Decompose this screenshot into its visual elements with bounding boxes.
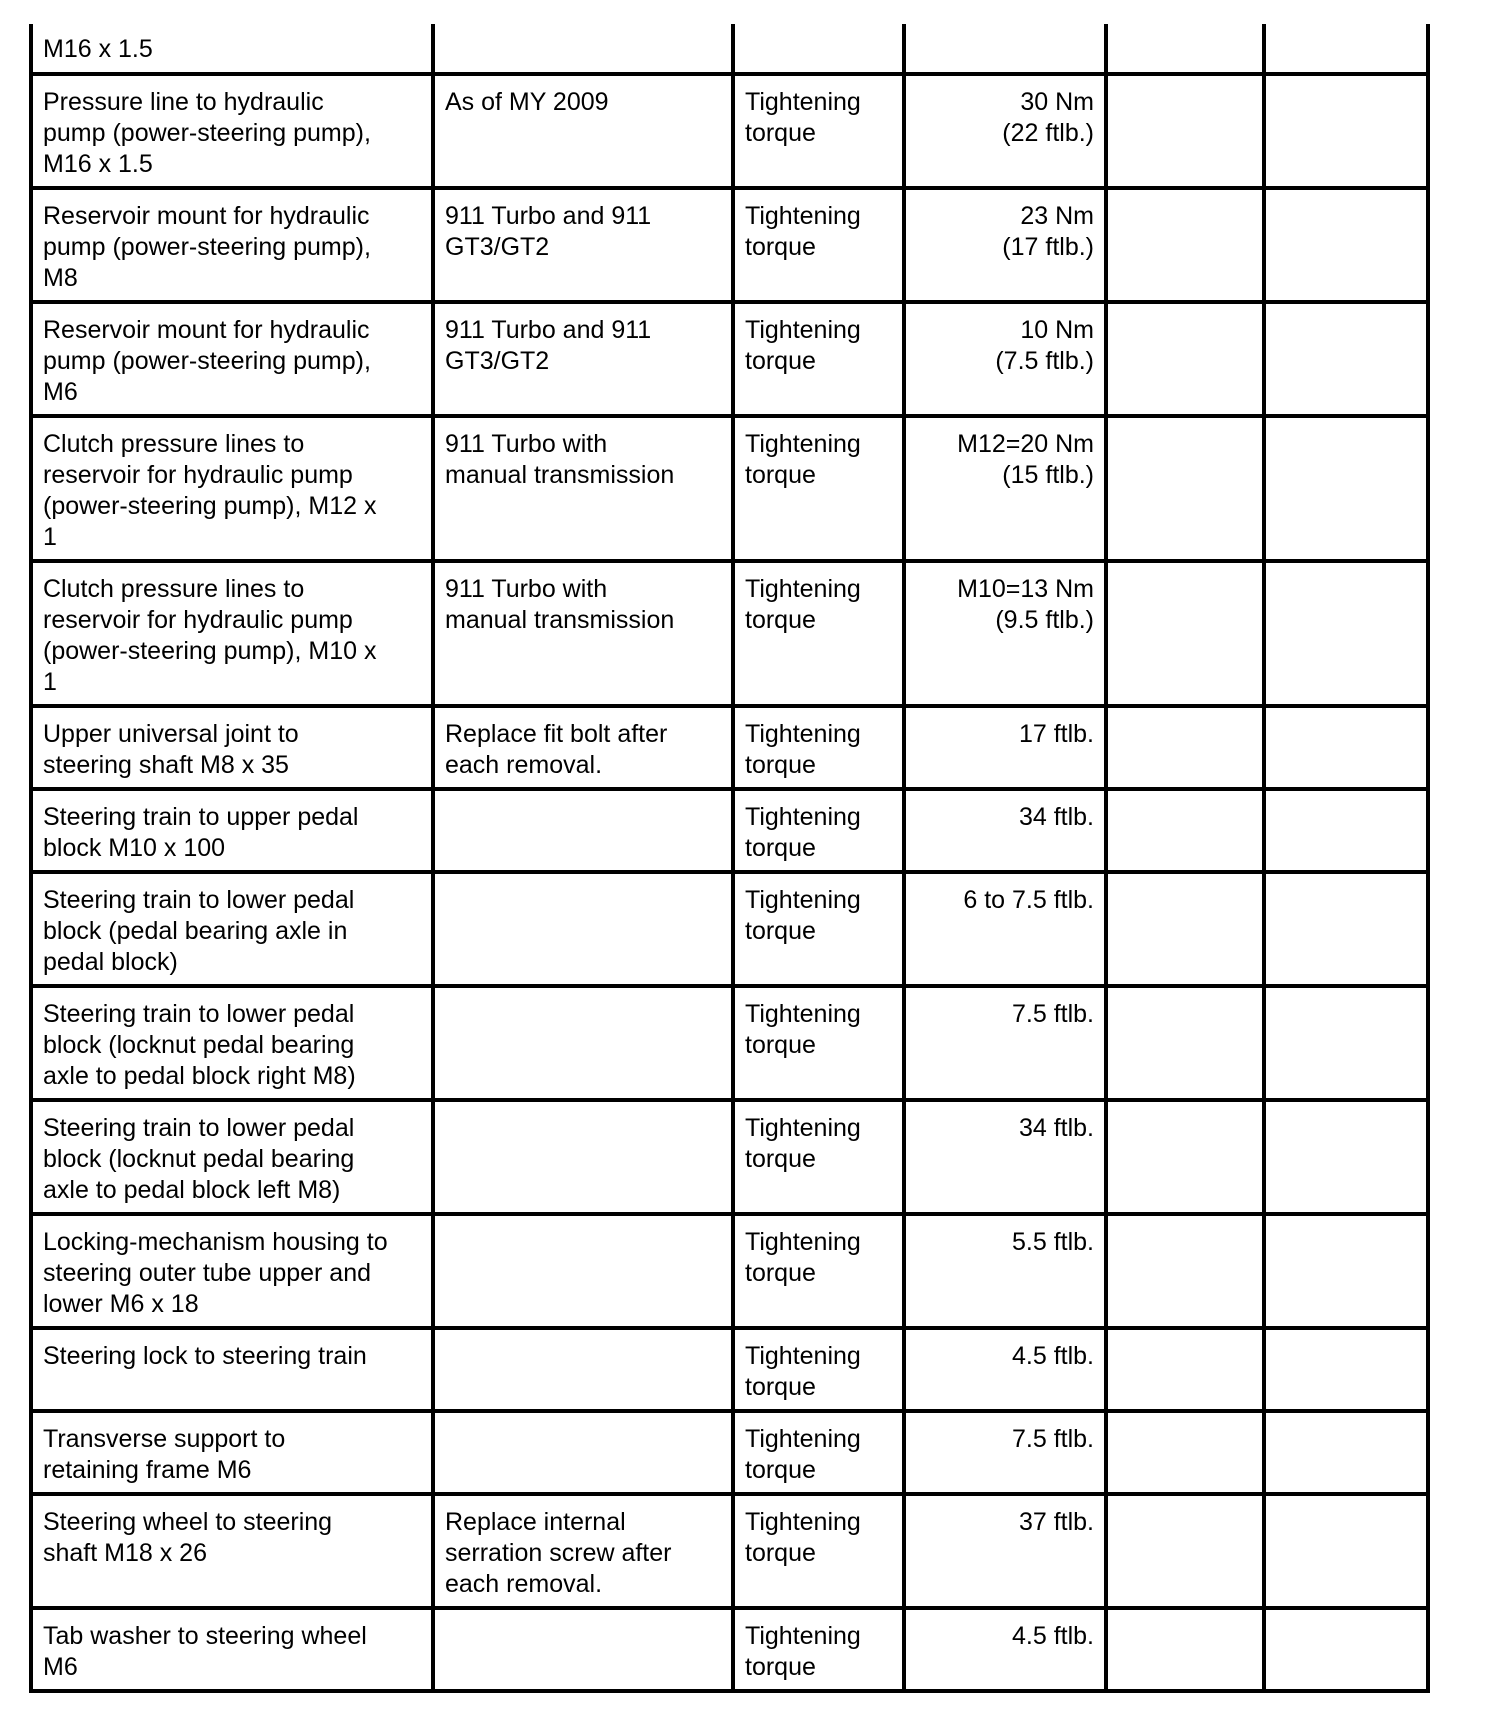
note-line: GT3/GT2 (445, 233, 550, 261)
spec-type-line: torque (745, 751, 816, 779)
torque-value-cell (904, 1214, 1106, 1328)
component-line: axle to pedal block left M8) (43, 1176, 341, 1204)
component-cell (31, 74, 433, 188)
torque-value-cell (904, 872, 1106, 986)
component-line: pump (power-steering pump), (43, 119, 371, 147)
component-line: Steering lock to steering train (43, 1342, 367, 1370)
blank-cell-a (1106, 188, 1264, 302)
spec-type-line: torque (745, 1539, 816, 1567)
torque-value-line: 10 Nm (1020, 316, 1094, 344)
note-line: 911 Turbo with (445, 575, 608, 603)
torque-value-cell (904, 1100, 1106, 1214)
component-line: 1 (43, 523, 57, 551)
spec-type-cell (733, 986, 904, 1100)
component-line: Steering train to lower pedal (43, 1114, 355, 1142)
spec-type-cell (733, 1494, 904, 1608)
torque-value-cell (904, 416, 1106, 561)
component-cell (31, 1411, 433, 1494)
component-line: M6 (43, 1653, 78, 1681)
spec-type-line: Tightening (745, 1114, 861, 1142)
torque-value-line: 34 ftlb. (1018, 803, 1094, 831)
spec-type-line: torque (745, 1259, 816, 1287)
component-line: (power-steering pump), M12 x (43, 492, 377, 520)
table-row (31, 24, 1428, 74)
spec-type-line: torque (745, 347, 816, 375)
table-row (31, 872, 1428, 986)
component-line: shaft M18 x 26 (43, 1539, 207, 1567)
spec-type-cell (733, 706, 904, 789)
note-cell (433, 188, 733, 302)
component-line: Clutch pressure lines to (43, 430, 305, 458)
spec-type-line: torque (745, 461, 816, 489)
spec-type-line: torque (745, 1456, 816, 1484)
component-line: M16 x 1.5 (43, 150, 153, 178)
component-line: Upper universal joint to (43, 720, 299, 748)
component-line: axle to pedal block right M8) (43, 1062, 356, 1090)
spec-type-line: Tightening (745, 430, 861, 458)
note-line: manual transmission (445, 461, 675, 489)
note-line: each removal. (445, 751, 603, 779)
spec-type-line: Tightening (745, 1342, 861, 1370)
spec-type-cell (733, 1328, 904, 1411)
component-cell (31, 24, 433, 74)
component-cell (31, 1608, 433, 1691)
blank-cell-a (1106, 1608, 1264, 1691)
component-cell (31, 416, 433, 561)
spec-type-cell (733, 1214, 904, 1328)
torque-value-line: 6 to 7.5 ftlb. (963, 886, 1094, 914)
spec-type-line: Tightening (745, 1425, 861, 1453)
blank-cell-b (1264, 1100, 1428, 1214)
torque-value-line: 7.5 ftlb. (1012, 1425, 1094, 1453)
component-line: Reservoir mount for hydraulic (43, 316, 370, 344)
spec-type-line: Tightening (745, 88, 861, 116)
blank-cell-b (1264, 1608, 1428, 1691)
note-cell (433, 1214, 733, 1328)
table-row (31, 561, 1428, 706)
component-line: Steering train to lower pedal (43, 886, 355, 914)
table-row (31, 188, 1428, 302)
blank-cell-b (1264, 1411, 1428, 1494)
component-line: pump (power-steering pump), (43, 233, 371, 261)
torque-value-line: (7.5 ftlb.) (995, 347, 1094, 375)
blank-cell-a (1106, 1494, 1264, 1608)
blank-cell-a (1106, 789, 1264, 872)
blank-cell-b (1264, 561, 1428, 706)
table-row (31, 1100, 1428, 1214)
blank-cell-b (1264, 74, 1428, 188)
blank-cell-a (1106, 1100, 1264, 1214)
component-line: M16 x 1.5 (43, 35, 153, 63)
component-line: Steering train to lower pedal (43, 1000, 355, 1028)
blank-cell-b (1264, 302, 1428, 416)
note-cell (433, 1608, 733, 1691)
table-row (31, 302, 1428, 416)
spec-type-cell (733, 74, 904, 188)
spec-type-line: torque (745, 233, 816, 261)
component-line: reservoir for hydraulic pump (43, 461, 353, 489)
component-cell (31, 561, 433, 706)
spec-type-line: Tightening (745, 803, 861, 831)
component-cell (31, 789, 433, 872)
component-cell (31, 188, 433, 302)
component-line: Clutch pressure lines to (43, 575, 305, 603)
spec-type-line: torque (745, 834, 816, 862)
torque-value-cell (904, 188, 1106, 302)
blank-cell-a (1106, 1411, 1264, 1494)
spec-type-cell (733, 872, 904, 986)
note-cell (433, 24, 733, 74)
spec-type-line: torque (745, 1145, 816, 1173)
torque-value-line: 7.5 ftlb. (1012, 1000, 1094, 1028)
table-row (31, 986, 1428, 1100)
spec-type-cell (733, 1100, 904, 1214)
spec-type-cell (733, 561, 904, 706)
table-row (31, 1608, 1428, 1691)
component-line: M8 (43, 264, 78, 292)
note-line: GT3/GT2 (445, 347, 550, 375)
blank-cell-a (1106, 1328, 1264, 1411)
torque-value-cell (904, 789, 1106, 872)
blank-cell-b (1264, 188, 1428, 302)
note-cell (433, 789, 733, 872)
note-line: Replace fit bolt after (445, 720, 668, 748)
component-line: reservoir for hydraulic pump (43, 606, 353, 634)
torque-value-line: M12=20 Nm (957, 430, 1094, 458)
note-line: 911 Turbo and 911 (445, 316, 652, 344)
torque-value-line: 30 Nm (1020, 88, 1094, 116)
component-line: retaining frame M6 (43, 1456, 252, 1484)
spec-type-line: Tightening (745, 1000, 861, 1028)
spec-type-cell (733, 1411, 904, 1494)
table-body (31, 24, 1428, 1691)
spec-type-line: Tightening (745, 575, 861, 603)
note-line: As of MY 2009 (445, 88, 609, 116)
table-row (31, 789, 1428, 872)
component-line: Steering wheel to steering (43, 1508, 333, 1536)
blank-cell-b (1264, 872, 1428, 986)
component-line: block (pedal bearing axle in (43, 917, 348, 945)
torque-value-cell (904, 302, 1106, 416)
spec-type-line: Tightening (745, 1228, 861, 1256)
note-cell (433, 1100, 733, 1214)
spec-type-cell (733, 188, 904, 302)
component-line: Steering train to upper pedal (43, 803, 359, 831)
note-cell (433, 302, 733, 416)
spec-type-line: Tightening (745, 886, 861, 914)
torque-value-line: 4.5 ftlb. (1012, 1622, 1094, 1650)
component-line: M6 (43, 378, 78, 406)
note-cell (433, 1411, 733, 1494)
table-row (31, 416, 1428, 561)
component-line: Reservoir mount for hydraulic (43, 202, 370, 230)
torque-value-line: (9.5 ftlb.) (995, 606, 1094, 634)
note-cell (433, 706, 733, 789)
component-line: Locking-mechanism housing to (43, 1228, 388, 1256)
component-cell (31, 872, 433, 986)
component-line: block M10 x 100 (43, 834, 226, 862)
component-cell (31, 1100, 433, 1214)
blank-cell-a (1106, 986, 1264, 1100)
torque-value-line: 23 Nm (1020, 202, 1094, 230)
torque-value-line: 34 ftlb. (1018, 1114, 1094, 1142)
spec-type-line: Tightening (745, 1508, 861, 1536)
spec-type-line: torque (745, 1031, 816, 1059)
spec-type-line: torque (745, 1373, 816, 1401)
torque-value-line: 5.5 ftlb. (1012, 1228, 1094, 1256)
blank-cell-b (1264, 706, 1428, 789)
torque-value-line: 4.5 ftlb. (1012, 1342, 1094, 1370)
blank-cell-b (1264, 1494, 1428, 1608)
component-line: Pressure line to hydraulic (43, 88, 324, 116)
note-line: each removal. (445, 1570, 603, 1598)
torque-value-line: 37 ftlb. (1018, 1508, 1094, 1536)
note-cell (433, 1328, 733, 1411)
table-row (31, 1328, 1428, 1411)
blank-cell-a (1106, 1214, 1264, 1328)
note-cell (433, 561, 733, 706)
note-line: Replace internal (445, 1508, 626, 1536)
spec-type-line: torque (745, 606, 816, 634)
torque-value-cell (904, 561, 1106, 706)
blank-cell-a (1106, 24, 1264, 74)
blank-cell-a (1106, 872, 1264, 986)
spec-type-line: Tightening (745, 1622, 861, 1650)
note-line: manual transmission (445, 606, 675, 634)
torque-value-cell (904, 1494, 1106, 1608)
component-cell (31, 986, 433, 1100)
blank-cell-a (1106, 74, 1264, 188)
blank-cell-b (1264, 986, 1428, 1100)
torque-value-cell (904, 1328, 1106, 1411)
spec-type-line: Tightening (745, 720, 861, 748)
blank-cell-a (1106, 561, 1264, 706)
component-line: pump (power-steering pump), (43, 347, 371, 375)
blank-cell-b (1264, 1214, 1428, 1328)
component-line: Tab washer to steering wheel (43, 1622, 367, 1650)
component-line: 1 (43, 668, 57, 696)
blank-cell-a (1106, 302, 1264, 416)
torque-value-cell (904, 706, 1106, 789)
component-line: pedal block) (43, 948, 178, 976)
component-cell (31, 1494, 433, 1608)
torque-value-line: (15 ftlb.) (1002, 461, 1094, 489)
component-line: block (locknut pedal bearing (43, 1145, 355, 1173)
spec-type-cell (733, 789, 904, 872)
note-cell (433, 986, 733, 1100)
torque-value-cell (904, 74, 1106, 188)
note-cell (433, 872, 733, 986)
table-row (31, 1494, 1428, 1608)
torque-value-line: (17 ftlb.) (1002, 233, 1094, 261)
spec-type-line: torque (745, 119, 816, 147)
blank-cell-b (1264, 1328, 1428, 1411)
blank-cell-b (1264, 789, 1428, 872)
note-cell (433, 1494, 733, 1608)
torque-spec-table (29, 24, 1430, 1693)
spec-type-line: Tightening (745, 202, 861, 230)
table-row (31, 706, 1428, 789)
blank-cell-b (1264, 24, 1428, 74)
blank-cell-a (1106, 706, 1264, 789)
blank-cell-a (1106, 416, 1264, 561)
blank-cell-b (1264, 416, 1428, 561)
component-cell (31, 1328, 433, 1411)
spec-type-cell (733, 302, 904, 416)
spec-type-line: Tightening (745, 316, 861, 344)
component-line: steering shaft M8 x 35 (43, 751, 289, 779)
component-line: lower M6 x 18 (43, 1290, 199, 1318)
component-cell (31, 706, 433, 789)
spec-type-cell (733, 1608, 904, 1691)
torque-value-line: M10=13 Nm (957, 575, 1094, 603)
note-line: serration screw after (445, 1539, 672, 1567)
torque-value-line: 17 ftlb. (1018, 720, 1094, 748)
torque-value-line: (22 ftlb.) (1002, 119, 1094, 147)
torque-value-cell (904, 1411, 1106, 1494)
note-cell (433, 416, 733, 561)
spec-type-cell (733, 24, 904, 74)
component-line: block (locknut pedal bearing (43, 1031, 355, 1059)
table-row (31, 1411, 1428, 1494)
note-cell (433, 74, 733, 188)
table-row (31, 1214, 1428, 1328)
table-row (31, 74, 1428, 188)
spec-type-cell (733, 416, 904, 561)
torque-value-cell (904, 24, 1106, 74)
torque-value-cell (904, 1608, 1106, 1691)
component-line: steering outer tube upper and (43, 1259, 372, 1287)
torque-value-cell (904, 986, 1106, 1100)
component-line: Transverse support to (43, 1425, 286, 1453)
component-line: (power-steering pump), M10 x (43, 637, 377, 665)
note-line: 911 Turbo and 911 (445, 202, 652, 230)
component-cell (31, 302, 433, 416)
spec-type-line: torque (745, 1653, 816, 1681)
note-line: 911 Turbo with (445, 430, 608, 458)
spec-type-line: torque (745, 917, 816, 945)
component-cell (31, 1214, 433, 1328)
